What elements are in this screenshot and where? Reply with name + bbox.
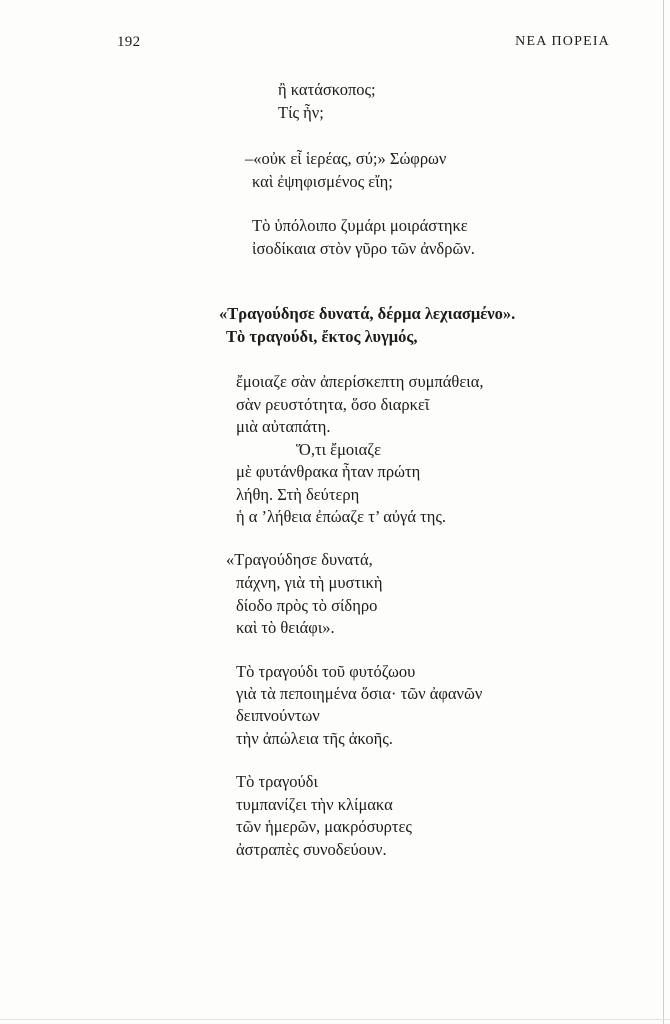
poem-line: Τίς ἦν; xyxy=(278,103,324,122)
poem-line: τυμπανίζει τὴν κλίμακα xyxy=(236,795,393,814)
poem-line: καὶ ἐψηφισμένος εἴη; xyxy=(252,172,393,191)
running-title: ΝΕΑ ΠΟΡΕΙΑ xyxy=(515,34,610,49)
poem-line: μὲ φυτάνθρακα ἦταν πρώτη xyxy=(236,462,421,481)
page-number: 192 xyxy=(117,34,141,50)
poem-line: ἰσοδίκαια στὸν γῦρο τῶν ἀνδρῶν. xyxy=(252,239,475,258)
poem-line: ἀστραπὲς συνοδεύουν. xyxy=(236,840,387,859)
poem-line: λήθη. Στὴ δεύτερη xyxy=(236,485,360,504)
poem-line: «Τραγούδησε δυνατά, xyxy=(226,550,373,569)
poem-line: δίοδο πρὸς τὸ σίδηρο xyxy=(236,596,378,615)
poem-line: ἢ κατάσκοπος; xyxy=(278,80,376,99)
poem-line: ἔμοιαζε σὰν ἀπερίσκεπτη συμπάθεια, xyxy=(236,372,484,391)
poem-line: Τὸ τραγούδι τοῦ φυτόζωου xyxy=(236,662,416,681)
poem-line: ἡ α ’λήθεια ἐπώαζε τ’ αὐγά της. xyxy=(236,507,447,526)
poem-line: μιὰ αὐταπάτη. xyxy=(236,417,331,436)
poem-line: Ὅ,τι ἔμοιαζε xyxy=(296,440,382,459)
poem-line: τῶν ἡμερῶν, μακρόσυρτες xyxy=(236,817,412,836)
poem-line: –«οὐκ εἶ ἱερέας, σύ;» Σώφρων xyxy=(245,149,447,168)
poem-refrain-line: «Τραγούδησε δυνατά, δέρμα λεχιασμένο». xyxy=(219,304,516,323)
page-bottom-edge xyxy=(0,1019,670,1020)
poem-refrain-line: Τὸ τραγούδι, ἔκτος λυγμός, xyxy=(226,327,418,346)
poem-line: Τὸ τραγούδι xyxy=(236,772,318,791)
page-edge xyxy=(663,0,664,1024)
poem-line: σὰν ρευστότητα, ὅσο διαρκεῖ xyxy=(236,395,430,414)
poem-line: Τὸ ὑπόλοιπο ζυμάρι μοιράστηκε xyxy=(252,216,468,235)
poem-line: γιὰ τὰ πεποιημένα ὅσια· τῶν ἀφανῶν xyxy=(236,684,483,703)
poem-line: καὶ τὸ θειάφι». xyxy=(236,618,335,637)
poem-line: τὴν ἀπώλεια τῆς ἀκοῆς. xyxy=(236,729,393,748)
poem-line: πάχνη, γιὰ τὴ μυστικὴ xyxy=(236,573,383,592)
poem-line: δειπνούντων xyxy=(236,706,320,725)
